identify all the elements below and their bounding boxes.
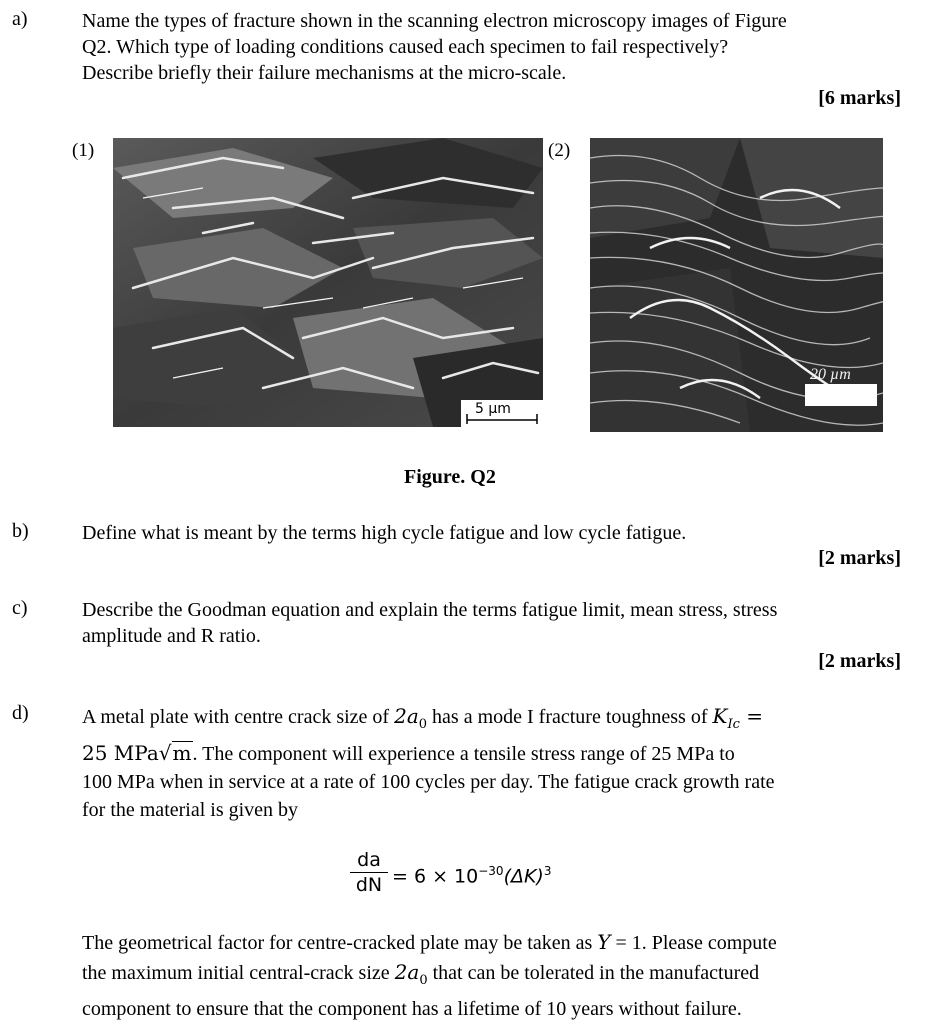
question-a-letter: a) — [12, 8, 28, 30]
question-c-line2: amplitude and R ratio. — [82, 625, 261, 647]
question-d-text — [82, 702, 912, 824]
symbol-2a0: $2a_0$ — [394, 704, 428, 732]
question-d-line3: 100 MPa when in service at a rate of 100 cycles per day. The fatigue crack growth rate — [82, 771, 775, 793]
scale-bar-label-1: 5 µm — [475, 401, 511, 417]
equation-denominator: dN — [355, 874, 383, 896]
question-a-line2: Q2. Which type of loading conditions caused each specimen to fail respectively? — [82, 36, 729, 58]
figure-caption: Figure. Q2 — [404, 466, 496, 488]
question-d-paragraph2 — [82, 928, 912, 1024]
sem-image-fatigue-striations — [590, 138, 883, 432]
question-b-letter: b) — [12, 520, 29, 542]
question-a-line1: Name the types of fracture shown in the scanning electron microscopy images of Figure — [82, 10, 787, 32]
question-d-p2-line2: the maximum initial central-crack size $2a_0$ that can be tolerated in the manufactured — [82, 960, 760, 988]
sem-image-1-graphic — [113, 138, 543, 427]
sem-image-2-graphic — [590, 138, 883, 432]
scale-bar-2 — [805, 384, 877, 406]
question-b-marks: [2 marks] — [818, 547, 901, 569]
equation-rhs: = $6 \times 10^{-30}(\Delta K)^3$ — [392, 864, 552, 888]
sem-image-cleavage-fracture — [113, 138, 543, 427]
symbol-kic: $K_{Ic}$ — [712, 704, 740, 732]
question-b-text: Define what is meant by the terms high cycle fatigue and low cycle fatigue. — [82, 522, 687, 544]
figure-image1-label: (1) — [72, 140, 95, 161]
question-c-line1: Describe the Goodman equation and explain the terms fatigue limit, mean stress, stress — [82, 599, 778, 621]
question-a-text — [82, 8, 912, 86]
question-d-p2-line1: The geometrical factor for centre-cracked plate may be taken as Y = 1. Please compute — [82, 930, 777, 954]
equation-numerator: da — [357, 849, 381, 871]
question-c-letter: c) — [12, 597, 28, 619]
question-a-line3: Describe briefly their failure mechanisms at the micro-scale. — [82, 62, 567, 84]
question-d-letter: d) — [12, 702, 29, 724]
sqrt-m: m — [172, 741, 192, 765]
question-d-line1: A metal plate with centre crack size of $2a_0$ has a mode I fracture toughness of $K_{Ic}$ = — [82, 704, 763, 732]
question-a-marks: [6 marks] — [818, 87, 901, 109]
figure-image2-label: (2) — [548, 140, 571, 161]
scale-bar-label-2: 20 µm — [810, 366, 851, 383]
question-d-line2: 25 MPa√m. The component will experience a tensile stress range of 25 MPa to — [82, 741, 735, 765]
question-d-p2-line3: component to ensure that the component has a lifetime of 10 years without failure. — [82, 998, 742, 1020]
question-c-text — [82, 597, 912, 649]
equation-fraction — [350, 848, 388, 897]
question-d-line4: for the material is given by — [82, 799, 299, 821]
question-c-marks: [2 marks] — [818, 650, 901, 672]
